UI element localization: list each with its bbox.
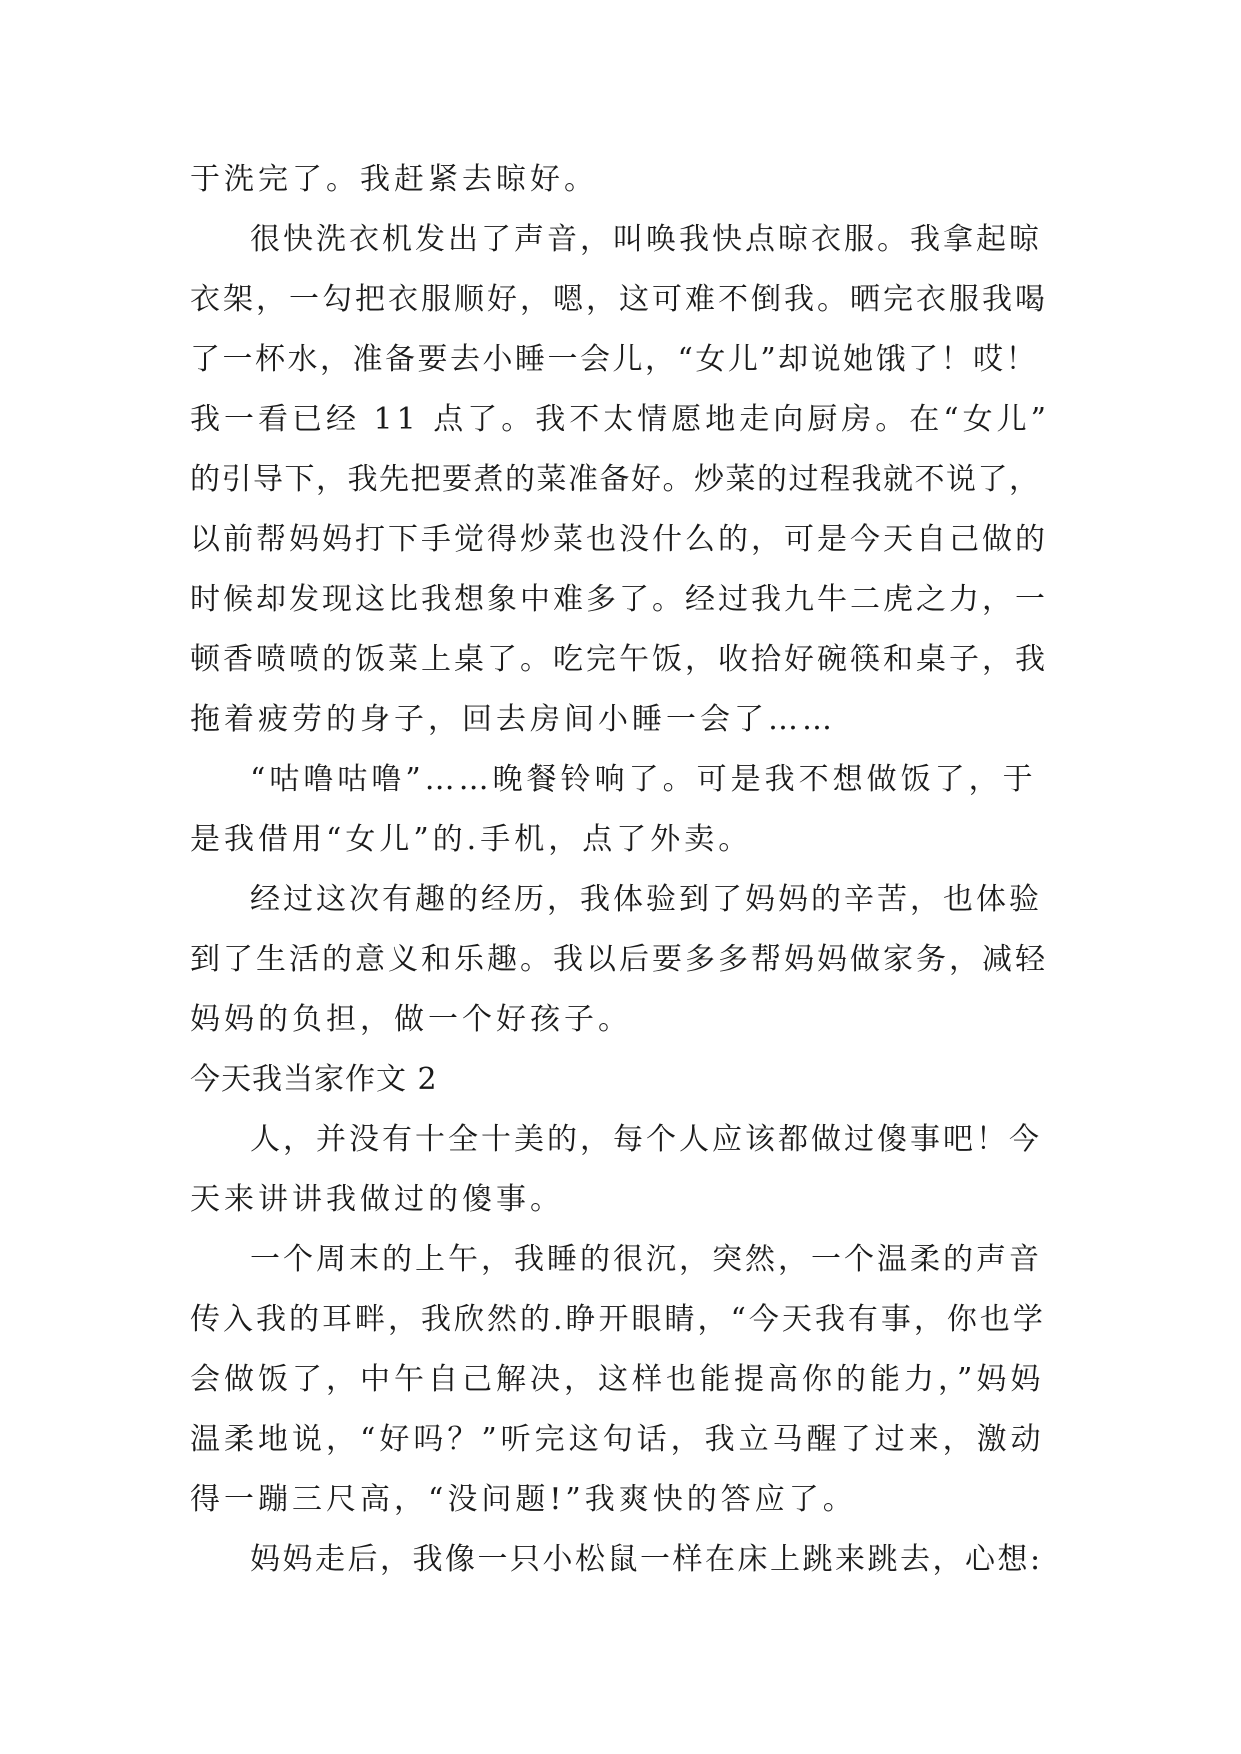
text-line: 一个周末的上午，我睡的很沉，突然，一个温柔的声音 — [250, 1242, 1042, 1277]
text-line: 的引导下，我先把要煮的菜准备好。炒菜的过程我就不说了， — [190, 462, 1041, 497]
text-line: 了一杯水，准备要去小睡一会儿，“女儿”却说她饿了！哎！ — [190, 342, 1039, 377]
essay-body — [190, 150, 1050, 1590]
text-line: 是我借用“女儿”的.手机，点了外卖。 — [190, 822, 753, 857]
text-line: 人，并没有十全十美的，每个人应该都做过傻事吧！今 — [250, 1122, 1042, 1157]
text-line: 我一看已经 11 点了。我不太情愿地走向厨房。在“女儿” — [190, 402, 1050, 437]
text-line: 以前帮妈妈打下手觉得炒菜也没什么的，可是今天自己做的 — [190, 522, 1048, 557]
text-line: 经过这次有趣的经历，我体验到了妈妈的辛苦，也体验 — [250, 882, 1042, 917]
text-line: 时候却发现这比我想象中难多了。经过我九牛二虎之力，一 — [190, 582, 1048, 617]
text-line: “咕噜咕噜”……晚餐铃响了。可是我不想做饭了，于 — [250, 762, 1037, 797]
text-line: 拖着疲劳的身子，回去房间小睡一会了…… — [190, 702, 836, 737]
text-line: 温柔地说，“好吗？”听完这句话，我立马醒了过来，激动 — [190, 1422, 1045, 1457]
text-line: 传入我的耳畔，我欣然的.睁开眼睛，“今天我有事，你也学 — [190, 1302, 1046, 1337]
text-line: 到了生活的意义和乐趣。我以后要多多帮妈妈做家务，减轻 — [190, 942, 1048, 977]
text-line: 天来讲讲我做过的傻事。 — [190, 1182, 564, 1217]
text-line: 顿香喷喷的饭菜上桌了。吃完午饭，收拾好碗筷和桌子，我 — [190, 642, 1048, 677]
text-line: 妈妈的负担，做一个好孩子。 — [190, 1002, 632, 1037]
text-line: 于洗完了。我赶紧去晾好。 — [190, 162, 598, 197]
text-line: 妈妈走后，我像一只小松鼠一样在床上跳来跳去，心想: — [250, 1542, 1043, 1577]
text-line: 会做饭了，中午自己解决，这样也能提高你的能力，”妈妈 — [190, 1362, 1045, 1397]
section-heading: 今天我当家作文 2 — [190, 1062, 438, 1097]
text-line: 很快洗衣机发出了声音，叫唤我快点晾衣服。我拿起晾 — [250, 222, 1042, 257]
text-line: 衣架，一勾把衣服顺好，嗯，这可难不倒我。晒完衣服我喝 — [190, 282, 1048, 317]
text-line: 得一蹦三尺高，“没问题!”我爽快的答应了。 — [190, 1482, 857, 1517]
